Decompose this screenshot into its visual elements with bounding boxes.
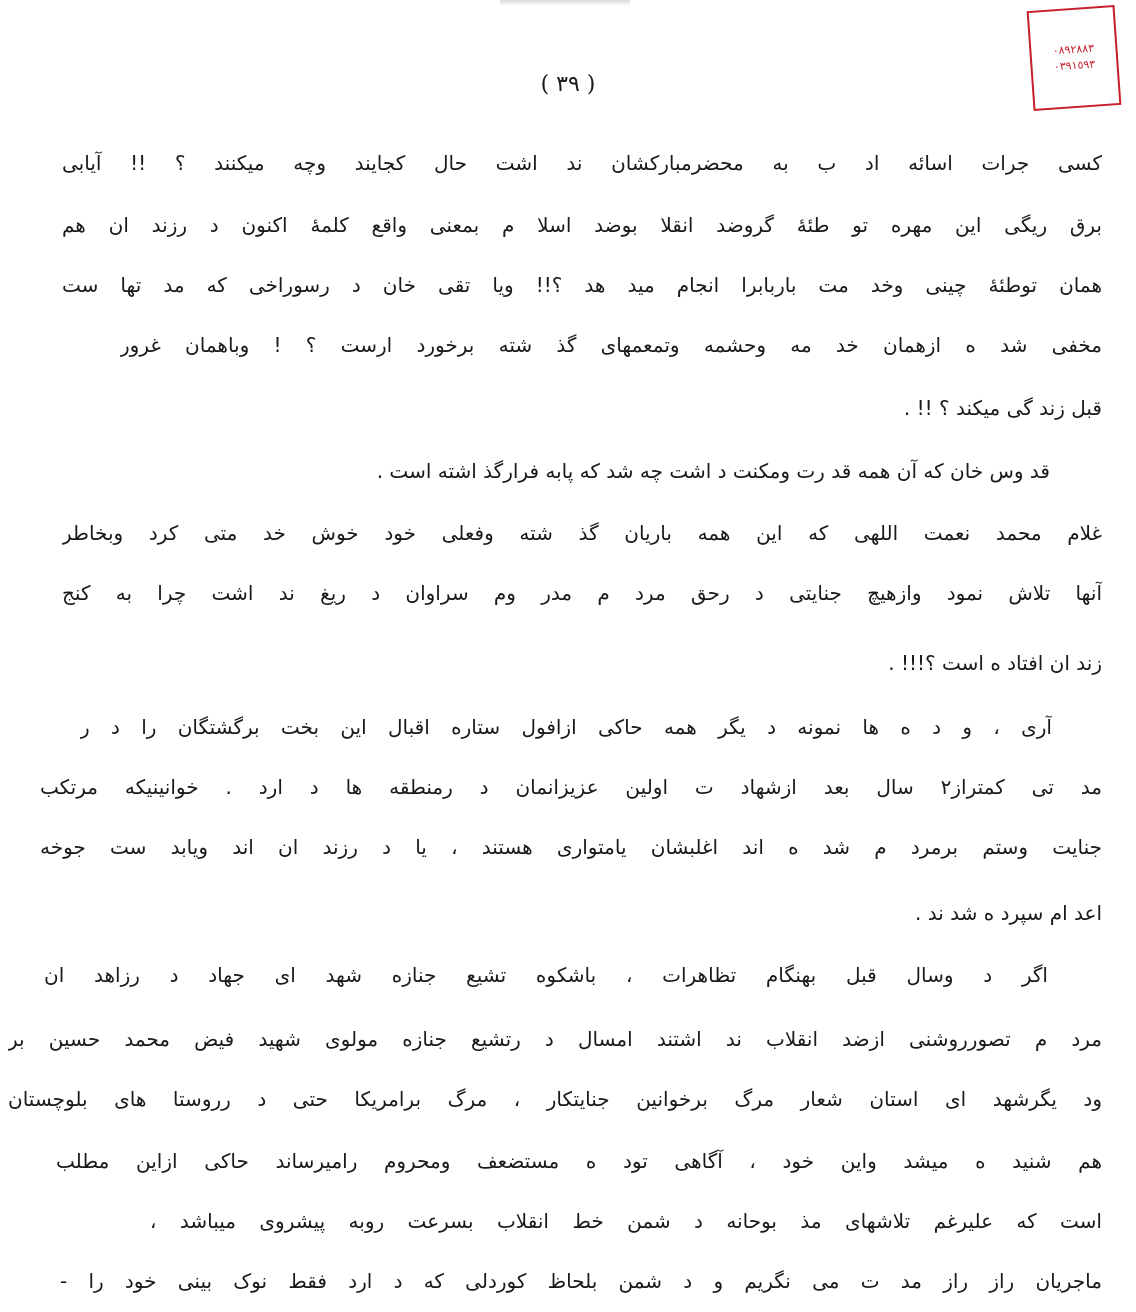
text-line-14: اگر د وسال قبل بهنگام تظاهرات ، باشکوه تشیع جنازه شهد ای جهاد د رزاهد ان [44,963,1048,987]
scan-artifact [500,0,630,6]
text-line-13: اعد ام سپرد ه شد ند . [915,901,1102,925]
text-line-19: ماجریان راز راز مد ت می نگریم و د شمن بلحاظ کوردلی که د ارد فقط نوک بینی خود را - [60,1269,1102,1293]
text-line-6: قد وس خان که آن همه قد رت ومکنت د اشت چه شد که پابه فرارگذ اشته است . [376,459,1050,483]
text-line-17: هم شنید ه میشد واین خود ، آگاهی تود ه مستضعف ومحروم رامیرساند حاکی ازاین مطلب [56,1149,1102,1173]
text-line-2: برق ریگی این مهره تو طئهٔ گروضد انقلا بوضد اسلا م بمعنی واقع کلمهٔ اکنون د رزند ان هم [62,213,1102,237]
text-line-11: مد تی کمتراز۲ سال بعد ازشهاد ت اولین عزیزانمان د رمنطقه ها د ارد . خوانینیکه مرتکب [40,775,1102,799]
text-line-7: غلام محمد نعمت اللهی که این همه باریان گذ شته وفعلی خود خوش خد متی کرد وبخاطر [62,521,1102,545]
text-line-4: مخفی شد ه ازهمان خد مه وحشمه وتمعمهای گذ شته برخورد ارست ؟ ! وباهمان غرور [120,333,1102,357]
text-line-16: ود یگرشهد ای استان شعار مرگ برخوانین جنایتکار ، مرگ برامریکا حتی د رروستا های بلوچستان [8,1087,1102,1111]
stamp-line-2: ٠٣٩١٥٩٣ [1053,57,1096,74]
text-line-10: آری ، و د ه ها نمونه د یگر همه حاکی ازافول ستاره اقبال این بخت برگشتگان را د ر [80,715,1052,739]
text-line-3: همان توطئهٔ چینی وخد مت باربابرا انجام مید هد ؟!! ویا تقی خان د رسوراخی که مد تها ست [62,273,1102,297]
text-line-15: مرد م تصورروشنی ازضد انقلاب ند اشتند امسال د رتشیع جنازه مولوی شهید فیض محمد حسین بر [8,1027,1102,1051]
stamp-line-1: ٠٨٩٢٨٨٣ [1052,41,1095,58]
text-line-1: کسی جرات اسائه اد ب به محضرمبارکشان ند اشت حال کجایند وچه میکنند ؟ !! آیابی [62,151,1102,175]
text-line-8: آنها تلاش نمود وازهیچ جنایتی د رحق مرد م مدر وم سراوان د ریغ ند اشت چرا به کنج [62,581,1102,605]
text-line-5: قبل زند گی میکند ؟ !! . [903,396,1102,420]
text-line-9: زند ان افتاد ه است ؟!!! . [888,651,1102,675]
text-line-12: جنایت وستم برمرد م شد ه اند اغلبشان یامتواری هستند ، یا د رزند ان اند ویابد ست جوخه [40,835,1102,859]
page-number: ( ٣٩ ) [540,72,596,97]
text-line-18: است که علیرغم تلاشهای مذ بوحانه د شمن خط انقلاب بسرعت روبه پیشروی میباشد ، [150,1209,1102,1233]
